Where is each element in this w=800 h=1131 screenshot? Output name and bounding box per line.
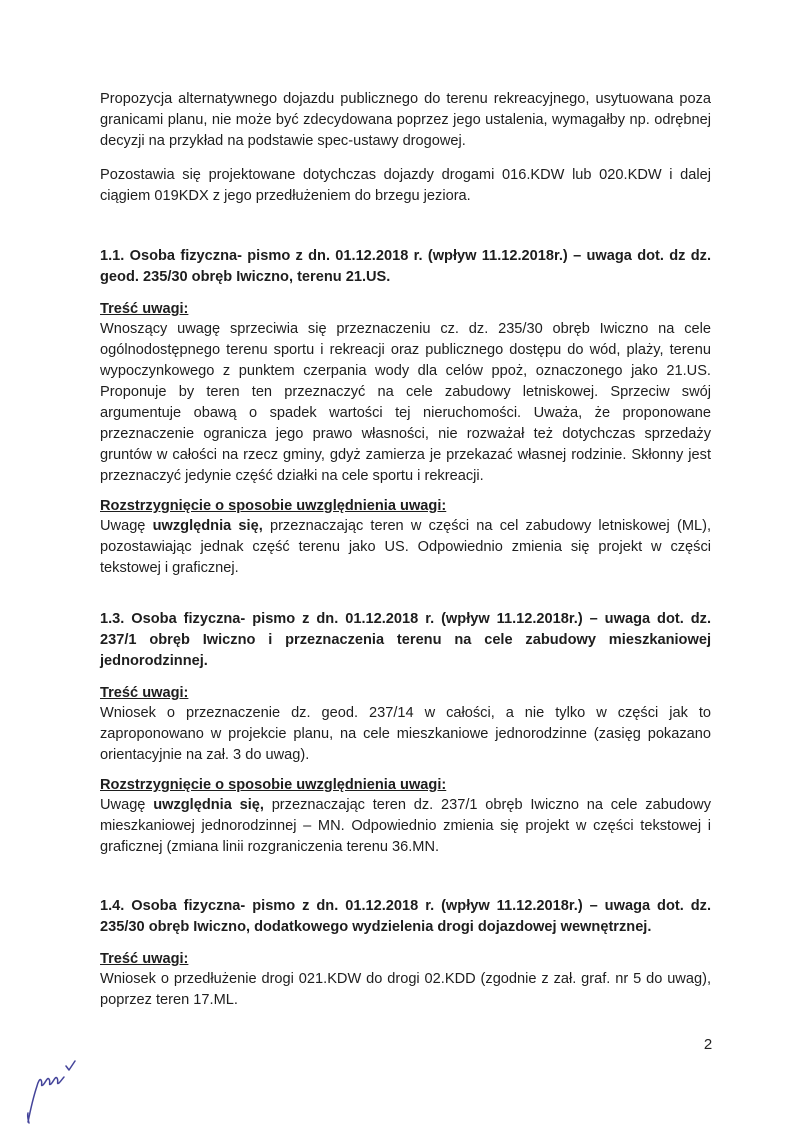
rozstrzygniecie-text-bold: uwzględnia się, — [152, 518, 263, 534]
page-number: 2 — [703, 1036, 713, 1053]
section-1-3-tresc-body: Wniosek o przeznaczenie dz. geod. 237/14 w całości, a nie tylko w części jak to zaproponowano w projekcie planu, na cele mieszkaniowe jednorodzinne (zasięg pokazano orientacyjnie na zał. 3 do uwag). — [100, 705, 711, 763]
section-1-1-heading: 1.1. Osoba fizyczna- pismo z dn. 01.12.2018 r. (wpływ 11.12.2018r.) – uwaga dot. dz dz. geod. 235/30 obręb Iwiczno, terenu 21.US. — [100, 248, 711, 285]
intro-paragraph-2: Pozostawia się projektowane dotychczas dojazdy drogami 016.KDW lub 020.KDW i dalej ciągiem 019KDX z jego przedłużeniem do brzegu jeziora. — [100, 167, 711, 204]
section-1-4-tresc-label: Treść uwagi: — [100, 951, 189, 967]
section-1-3-tresc-label: Treść uwagi: — [100, 685, 189, 701]
section-1-4 — [100, 896, 711, 1011]
rozstrzygniecie-text-pre: Uwagę — [100, 518, 153, 534]
section-1-4-tresc-body: Wniosek o przedłużenie drogi 021.KDW do drogi 02.KDD (zgodnie z zał. graf. nr 5 do uwag), poprzez teren 17.ML. — [100, 971, 711, 1008]
section-1-1-rozstrzygniecie-label: Rozstrzygnięcie o sposobie uwzględnienia uwagi: — [100, 498, 447, 514]
signature-scribble-icon — [20, 1046, 76, 1126]
section-1-4-heading: 1.4. Osoba fizyczna- pismo z dn. 01.12.2018 r. (wpływ 11.12.2018r.) – uwaga dot. dz. 235/30 obręb Iwiczno, dodatkowego wydzielenia drogi dojazdowej wewnętrznej. — [100, 898, 711, 935]
section-1-1 — [100, 246, 711, 579]
section-1-1-tresc-label: Treść uwagi: — [100, 301, 189, 317]
section-1-3-heading: 1.3. Osoba fizyczna- pismo z dn. 01.12.2018 r. (wpływ 11.12.2018r.) – uwaga dot. dz. 237/1 obręb Iwiczno i przeznaczenia terenu na cele zabudowy mieszkaniowej jednorodzinnej. — [100, 611, 711, 669]
rozstrzygniecie-text-post: przeznaczając teren dz. 237/1 obręb Iwiczno na cele zabudowy mieszkaniowej jednorodzinnej – MN. Odpowiednio zmienia się projekt w części tekstowej i graficznej (zmiana linii rozgraniczenia terenu 36.MN. — [100, 797, 711, 855]
section-1-3 — [100, 609, 711, 858]
rozstrzygniecie-text-post: przeznaczając teren w części na cel zabudowy letniskowej (ML), pozostawiając jednak część terenu jako US. Odpowiednio zmienia się projekt w części tekstowej i graficznej. — [100, 518, 712, 576]
section-1-3-rozstrzygniecie-body — [100, 795, 711, 858]
rozstrzygniecie-text-bold: uwzględnia się, — [153, 797, 264, 813]
section-1-1-rozstrzygniecie-body — [100, 516, 711, 579]
section-1-3-rozstrzygniecie-label: Rozstrzygnięcie o sposobie uwzględnienia uwagi: — [100, 777, 447, 793]
section-1-1-tresc-body: Wnoszący uwagę sprzeciwia się przeznaczeniu cz. dz. 235/30 obręb Iwiczno na cele ogólnodostępnego terenu sportu i rekreacji oraz publicznego dostępu do wód, plaży, terenu wypoczynkowego z punktem czerpania wody dla celów ppoż, oznaczonego jako 21.US. Proponuje by teren ten przeznaczyć na cele zabudowy letniskowej. Sprzeciw swój argumentuje obawą o spadek wartości tej nieruchomości. Uważa, że proponowane przeznaczenie ogranicza jego prawo własności, nie rozważał też dotychczas sprzedaży gruntów w całości na rzecz gminy, gdyż zamierza je przekazać własnej rodzinie. Skłonny jest przeznaczyć jedynie część działki na cele sportu i rekreacji. — [100, 321, 711, 484]
document-content — [100, 89, 711, 1011]
rozstrzygniecie-text-pre: Uwagę — [100, 797, 154, 813]
intro-paragraph-1: Propozycja alternatywnego dojazdu publicznego do terenu rekreacyjnego, usytuowana poza granicami planu, nie może być zdecydowana poprzez jego ustalenia, wymagałby np. odrębnej decyzji na przykład na podstawie spec-ustawy drogowej. — [100, 91, 711, 149]
